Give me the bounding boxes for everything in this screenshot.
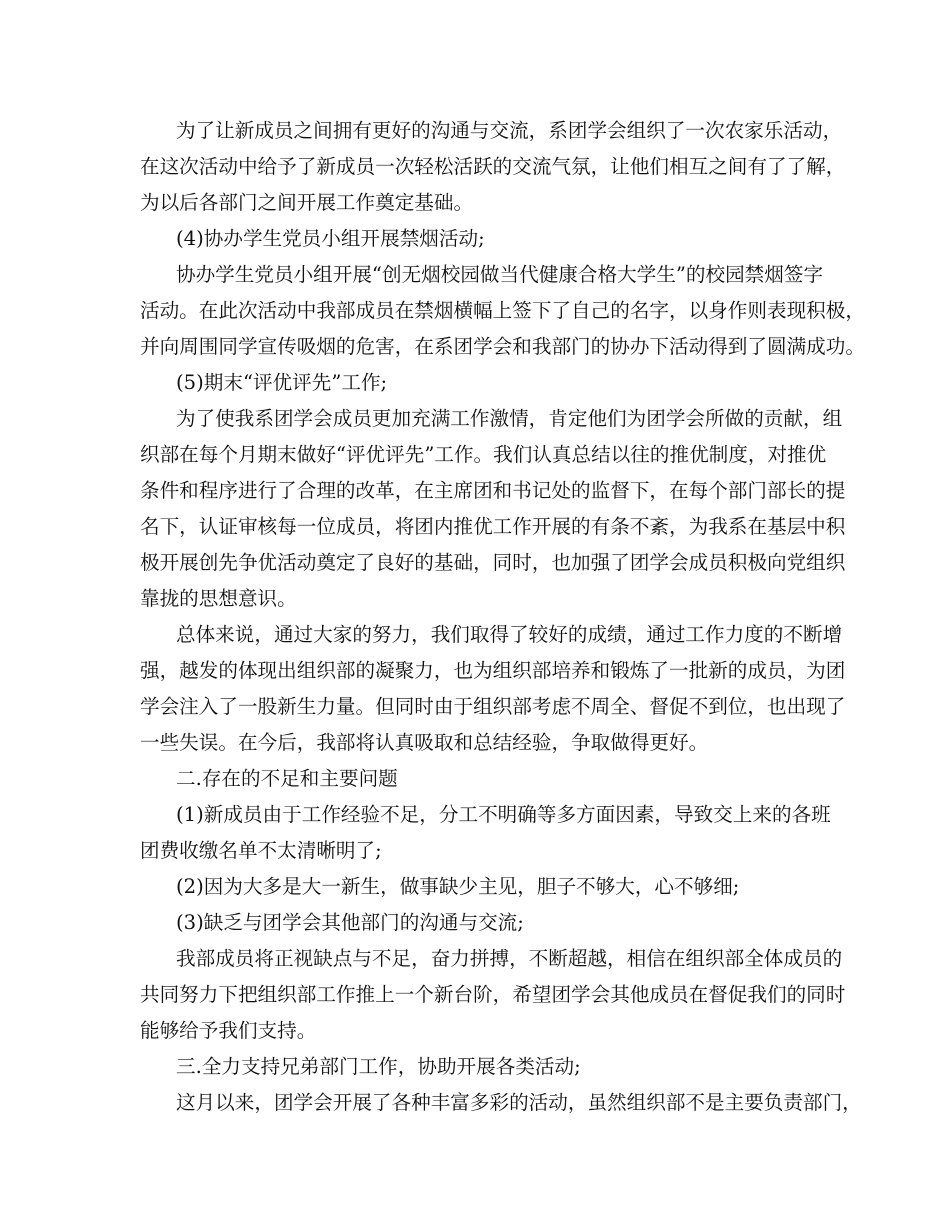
paragraph-line: 协办学生党员小组开展“创无烟校园做当代健康合格大学生”的校园禁烟签字 (176, 263, 824, 286)
paragraph-line: 为了让新成员之间拥有更好的沟通与交流，系团学会组织了一次农家乐活动， (176, 119, 843, 142)
paragraph-line: 总体来说，通过大家的努力，我们取得了较好的成绩，通过工作力度的不断增 (176, 623, 843, 646)
section-heading: 二.存在的不足和主要问题 (176, 767, 398, 790)
paragraph-line: 名下，认证审核每一位成员，将团内推优工作开展的有条不紊，为我系在基层中积 (140, 515, 846, 538)
paragraph-line: 一些失误。在今后，我部将认真吸取和总结经验，争取做得更好。 (140, 731, 709, 754)
paragraph-line: 为以后各部门之间开展工作奠定基础。 (140, 191, 474, 214)
list-item: (2)因为大多是大一新生，做事缺少主见，胆子不够大，心不够细; (176, 875, 740, 898)
list-item: 团费收缴名单不太清晰明了; (140, 839, 382, 862)
paragraph-line: 在这次活动中给予了新成员一次轻松活跃的交流气氛，让他们相互之间有了了解， (140, 155, 846, 178)
paragraph-line: 能够给予我们支持。 (140, 1019, 317, 1042)
paragraph-line: 靠拢的思想意识。 (140, 587, 297, 610)
list-item: (1)新成员由于工作经验不足，分工不明确等多方面因素，导致交上来的各班 (176, 803, 831, 826)
list-item: (3)缺乏与团学会其他部门的沟通与交流; (176, 911, 524, 934)
paragraph-line: 为了使我系团学会成员更加充满工作激情，肯定他们为团学会所做的贡献，组 (176, 407, 843, 430)
paragraph-line: 强，越发的体现出组织部的凝聚力，也为组织部培养和锻炼了一批新的成员，为团 (140, 659, 846, 682)
paragraph-line: 并向周围同学宣传吸烟的危害，在系团学会和我部门的协办下活动得到了圆满成功。 (140, 335, 865, 358)
section-heading: 三.全力支持兄弟部门工作，协助开展各类活动; (176, 1055, 581, 1078)
list-item-heading: (4)协办学生党员小组开展禁烟活动; (176, 227, 485, 250)
paragraph-line: 学会注入了一股新生力量。但同时由于组织部考虑不周全、督促不到位，也出现了 (140, 695, 846, 718)
paragraph-line: 极开展创先争优活动奠定了良好的基础，同时，也加强了团学会成员积极向党组织 (140, 551, 846, 574)
paragraph-line: 条件和程序进行了合理的改革，在主席团和书记处的监督下，在每个部门部长的提 (140, 479, 846, 502)
paragraph-line: 活动。在此次活动中我部成员在禁烟横幅上签下了自己的名字，以身作则表现积极， (140, 299, 865, 322)
paragraph-line: 织部在每个月期末做好“评优评先”工作。我们认真总结以往的推优制度，对推优 (140, 443, 827, 466)
paragraph-line: 共同努力下把组织部工作推上一个新台阶，希望团学会其他成员在督促我们的同时 (140, 983, 846, 1006)
paragraph-line: 这月以来，团学会开展了各种丰富多彩的活动，虽然组织部不是主要负责部门， (176, 1091, 862, 1114)
list-item-heading: (5)期末“评优评先”工作; (176, 371, 388, 394)
paragraph-line: 我部成员将正视缺点与不足，奋力拼搏，不断超越，相信在组织部全体成员的 (176, 947, 843, 970)
